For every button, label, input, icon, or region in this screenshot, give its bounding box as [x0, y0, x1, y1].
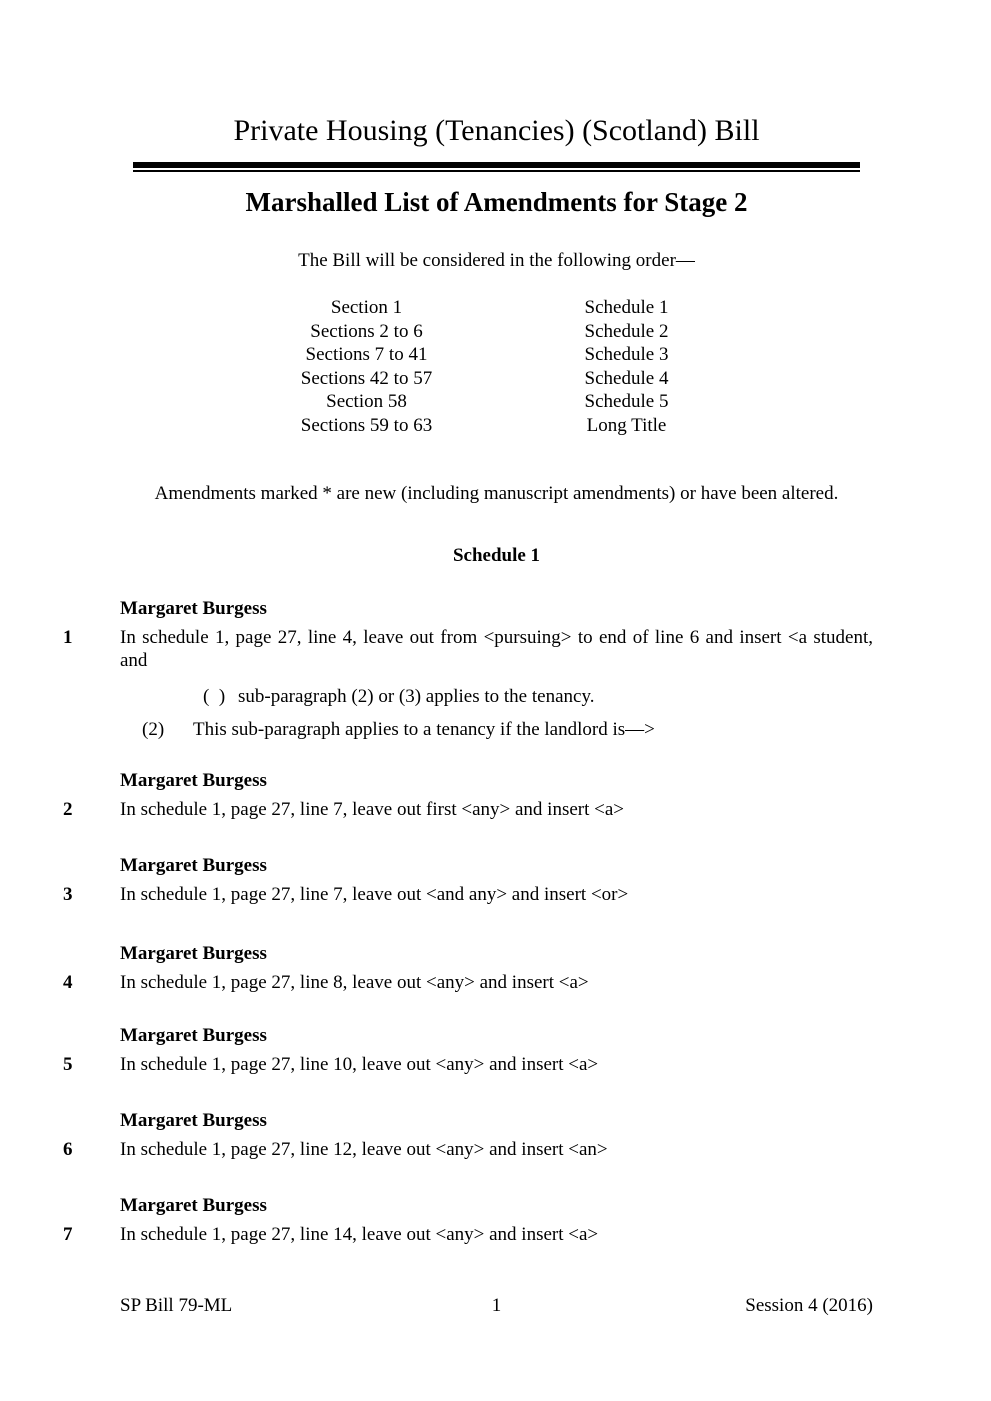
order-item: Schedule 5 — [584, 391, 669, 412]
order-item: Section 58 — [326, 391, 407, 412]
amendment-group — [63, 769, 873, 821]
amendment-text: In schedule 1, page 27, line 8, leave out <any> and insert <a> — [120, 972, 589, 993]
amendment-text: In schedule 1, page 27, line 12, leave out <any> and insert <an> — [120, 1139, 608, 1160]
footer-page-number: 1 — [491, 1295, 502, 1316]
amendment-text: In schedule 1, page 27, line 14, leave out <any> and insert <a> — [120, 1224, 599, 1245]
consideration-order-intro: The Bill will be considered in the following order— — [298, 250, 695, 271]
amendment-group — [63, 1194, 873, 1246]
amendment — [63, 1053, 873, 1076]
amendment-text: In schedule 1, page 27, line 10, leave out <any> and insert <a> — [120, 1054, 599, 1075]
amendment — [63, 883, 873, 906]
order-item: Sections 59 to 63 — [300, 414, 433, 436]
amendment-number: 7 — [63, 1224, 73, 1245]
order-item: Sections 2 to 6 — [310, 320, 423, 342]
title-divider-rule — [133, 162, 860, 172]
order-right-column — [497, 296, 757, 437]
amendment — [63, 1138, 873, 1161]
amendment-group — [63, 854, 873, 906]
amendment-group — [63, 942, 873, 994]
amendment-number: 3 — [63, 884, 73, 905]
amendment-sponsor: Margaret Burgess — [120, 770, 267, 791]
footer-session: Session 4 (2016) — [745, 1295, 873, 1316]
amendment-text: In schedule 1, page 27, line 4, leave out from <pursuing> to end of line 6 and insert <a student, and — [120, 627, 873, 671]
order-item: Schedule 3 — [584, 344, 669, 365]
amendment-text: In schedule 1, page 27, line 7, leave out first <any> and insert <a> — [120, 799, 624, 820]
amendment-number: 2 — [63, 799, 73, 820]
amendment-number: 5 — [63, 1054, 73, 1075]
amendment-sponsor: Margaret Burgess — [120, 1195, 267, 1216]
schedule-heading: Schedule 1 — [452, 545, 541, 566]
order-left-column — [237, 296, 497, 437]
amendment — [63, 1223, 873, 1246]
amendment — [63, 971, 873, 994]
order-item: Schedule 4 — [584, 367, 669, 389]
amendment-sponsor: Margaret Burgess — [120, 598, 267, 619]
amendment-number: 4 — [63, 972, 73, 993]
amendment-sponsor: Margaret Burgess — [120, 1110, 267, 1131]
quoted-line-marker: (2) — [142, 719, 165, 740]
order-item: Long Title — [586, 414, 667, 436]
quoted-line-marker: ( ) — [203, 686, 226, 707]
quoted-line — [203, 685, 873, 708]
order-item: Sections 42 to 57 — [300, 367, 433, 389]
amendment-group — [63, 1024, 873, 1076]
consideration-order-list — [120, 296, 873, 437]
amendment-number: 6 — [63, 1139, 73, 1160]
amendment — [63, 626, 873, 741]
page-footer — [120, 1294, 873, 1317]
amendment-group — [63, 1109, 873, 1161]
quoted-line — [142, 718, 873, 741]
order-item: Sections 7 to 41 — [305, 344, 428, 365]
amendment-text: In schedule 1, page 27, line 7, leave out <and any> and insert <or> — [120, 884, 629, 905]
amendments-marked-note: Amendments marked * are new (including manuscript amendments) or have been altered. — [154, 483, 839, 504]
page-title: Private Housing (Tenancies) (Scotland) Bill — [233, 114, 760, 147]
amendment — [63, 798, 873, 821]
amendment-number: 1 — [63, 627, 73, 648]
quoted-line-text: sub-paragraph (2) or (3) applies to the tenancy. — [238, 686, 595, 707]
quoted-line-text: This sub-paragraph applies to a tenancy if the landlord is—> — [193, 719, 655, 740]
main-heading: Marshalled List of Amendments for Stage 2 — [245, 187, 748, 217]
amendment-sponsor: Margaret Burgess — [120, 855, 267, 876]
order-item: Schedule 2 — [584, 320, 669, 342]
amendment-group — [63, 597, 873, 741]
order-item: Section 1 — [330, 297, 403, 318]
order-item: Schedule 1 — [584, 297, 669, 318]
footer-bill-number: SP Bill 79-ML — [120, 1295, 233, 1316]
amendment-sponsor: Margaret Burgess — [120, 1025, 267, 1046]
amendment-sponsor: Margaret Burgess — [120, 943, 267, 964]
